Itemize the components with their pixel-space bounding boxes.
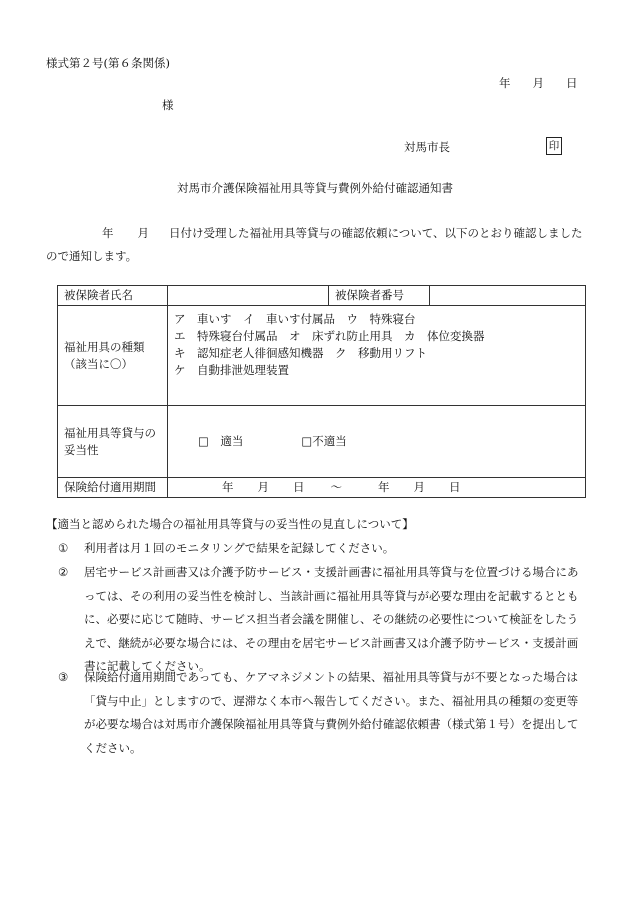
document-title: 対馬市介護保険福祉用具等貸与費例外給付確認通知書: [177, 181, 453, 195]
appropriateness-options: [168, 406, 586, 478]
equipment-type-label-line: 福祉用具の種類: [64, 339, 145, 354]
note-item: [58, 561, 584, 679]
note-mark: ①: [58, 541, 69, 555]
form-number: 様式第２号(第６条関係): [46, 56, 170, 70]
period-end-year: 年: [378, 480, 390, 495]
period-start-day: 日: [293, 480, 305, 495]
note-mark: ③: [58, 670, 69, 684]
insured-number-value: [430, 286, 586, 306]
date-year: 年: [499, 76, 511, 90]
equipment-type-line: ア 車いす イ 車いす付属品 ウ 特殊寝台: [174, 312, 416, 326]
date-month: 月: [532, 76, 544, 90]
notes-title: 【適当と認められた場合の福祉用具等貸与の妥当性の見直しについて】: [46, 517, 414, 531]
insured-name-value: [168, 286, 329, 306]
seal-mark: 印: [546, 137, 562, 155]
intro-year: 年: [102, 226, 114, 240]
period-separator: ～: [330, 480, 342, 495]
equipment-type-line: エ 特殊寝台付属品 オ 床ずれ防止用具 カ 体位変換器: [174, 329, 485, 343]
date-line: [499, 76, 578, 91]
insured-row: [58, 286, 586, 306]
date-day: 日: [566, 76, 578, 90]
equipment-type-line: ケ 自動排泄処理装置: [174, 363, 289, 377]
equipment-type-row: [58, 306, 586, 406]
note-text: 保険給付適用期間であっても、ケアマネジメントの結果、福祉用具等貸与が不要となった場合は「貸与中止」としますので、遅滞なく本市へ報告してください。また、福祉用具の種類の変更等が必要な場合は対馬市介護保険福祉用具等貸与費例外給付確認依頼書（様式第１号）を提出してください。: [84, 670, 579, 755]
period-end-day: 日: [449, 480, 461, 495]
confirmation-table: [57, 285, 586, 498]
appropriateness-label: [58, 406, 168, 478]
period-start-year: 年: [222, 480, 234, 495]
appropriateness-label-line: 福祉用具等貸与の: [64, 425, 156, 440]
option-inappropriate[interactable]: □不適当: [301, 434, 347, 449]
equipment-type-label-line: （該当に〇）: [64, 356, 133, 371]
intro-paragraph: [46, 222, 584, 268]
period-row: [58, 478, 586, 498]
issuer: 対馬市長: [404, 140, 450, 154]
period-value: [168, 478, 586, 498]
note-text: 居宅サービス計画書又は介護予防サービス・支援計画書に福祉用具等貸与を位置づける場合にあっては、その利用の妥当性を検討し、当該計画に福祉用具等貸与が必要な理由を記載するとともに、必要に応じて随時、サービス担当者会議を開催し、その継続の必要性について検証をしたうえで、継続が必要な場合には、その理由を居宅サービス計画書又は介護予防サービス・支援計画書に記載してください。: [84, 565, 579, 673]
note-mark: ②: [58, 565, 69, 579]
period-label: 保険給付適用期間: [58, 478, 168, 498]
note-item: [58, 666, 584, 760]
intro-month: 月: [137, 226, 149, 240]
note-text: 利用者は月１回のモニタリングで結果を記録してください。: [84, 541, 395, 555]
period-end-month: 月: [413, 480, 425, 495]
equipment-type-line: キ 認知症老人徘徊感知機器 ク 移動用リフト: [174, 346, 427, 360]
appropriateness-label-line: 妥当性: [64, 442, 99, 457]
equipment-type-label: [58, 306, 168, 406]
intro-text: 日付け受理した福祉用具等貸与の確認依頼について、以下のとおり確認しましたので通知します。: [46, 226, 583, 263]
option-appropriate[interactable]: □ 適当: [198, 434, 244, 449]
note-item: [58, 537, 584, 561]
insured-number-label: 被保険者番号: [329, 286, 430, 306]
appropriateness-row: [58, 406, 586, 478]
insured-name-label: 被保険者氏名: [58, 286, 168, 306]
period-start-month: 月: [257, 480, 269, 495]
equipment-type-options: [168, 306, 586, 406]
addressee: 様: [162, 98, 174, 112]
